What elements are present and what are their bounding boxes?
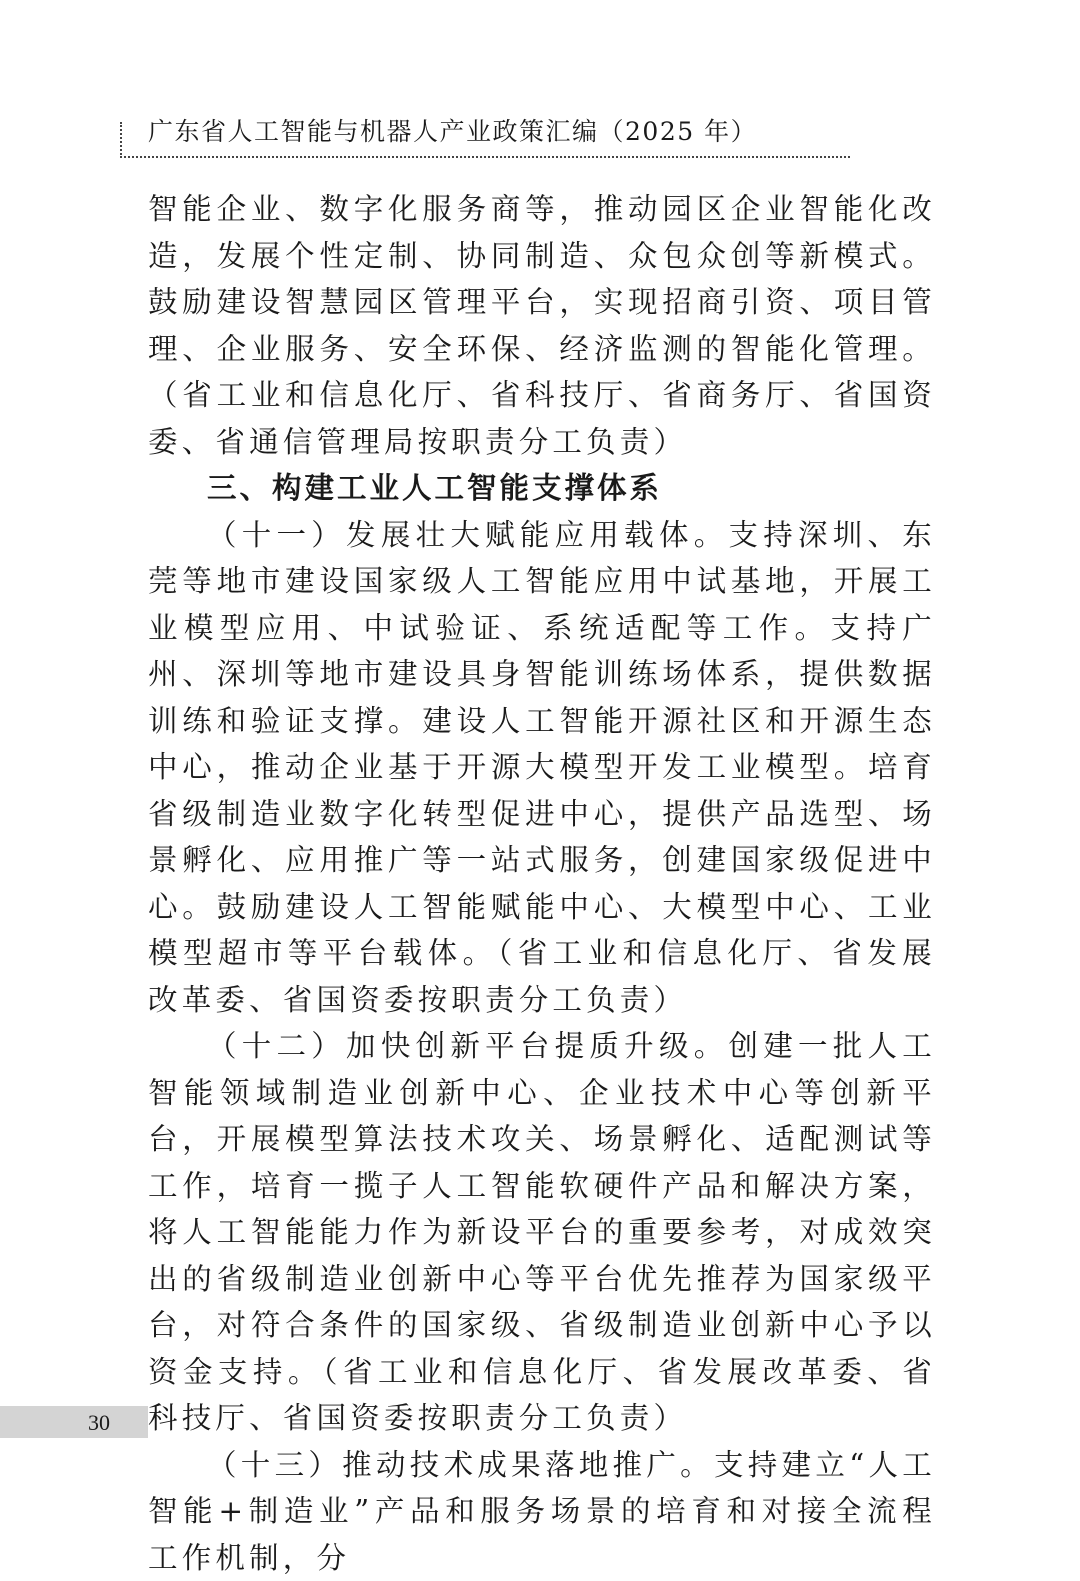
running-header-title: 广东省人工智能与机器人产业政策汇编（2025 年） [148,112,757,148]
header-rule-vertical [120,122,122,158]
paragraph-item-12: （十二）加快创新平台提质升级。创建一批人工智能领域制造业创新中心、企业技术中心等创新平台，开展模型算法技术攻关、场景孵化、适配测试等工作，培育一揽子人工智能软硬件产品和解决方案，将人工智能能力作为新设平台的重要参考，对成效突出的省级制造业创新中心等平台优先推荐为国家级平台，对符合条件的国家级、省级制造业创新中心予以资金支持。（省工业和信息化厅、省发展改革委、省科技厅、省国资委按职责分工负责） [148,1023,936,1442]
page-number-band [0,1406,148,1438]
page-number: 30 [88,1410,110,1436]
paragraph-item-11: （十一）发展壮大赋能应用载体。支持深圳、东莞等地市建设国家级人工智能应用中试基地，开展工业模型应用、中试验证、系统适配等工作。支持广州、深圳等地市建设具身智能训练场体系，提供数据训练和验证支撑。建设人工智能开源社区和开源生态中心，推动企业基于开源大模型开发工业模型。培育省级制造业数字化转型促进中心，提供产品选型、场景孵化、应用推广等一站式服务，创建国家级促进中心。鼓励建设人工智能赋能中心、大模型中心、工业模型超市等平台载体。（省工业和信息化厅、省发展改革委、省国资委按职责分工负责） [148,512,936,1024]
paragraph-item-13: （十三）推动技术成果落地推广。支持建立“人工智能+制造业”产品和服务场景的培育和对接全流程工作机制，分 [148,1442,936,1581]
section-heading: 三、构建工业人工智能支撑体系 [148,465,936,512]
paragraph-continuation: 智能企业、数字化服务商等，推动园区企业智能化改造，发展个性定制、协同制造、众包众创等新模式。鼓励建设智慧园区管理平台，实现招商引资、项目管理、企业服务、安全环保、经济监测的智能化管理。（省工业和信息化厅、省科技厅、省商务厅、省国资委、省通信管理局按职责分工负责） [148,186,936,465]
body-text [148,186,936,1581]
header-rule-horizontal [120,156,850,158]
